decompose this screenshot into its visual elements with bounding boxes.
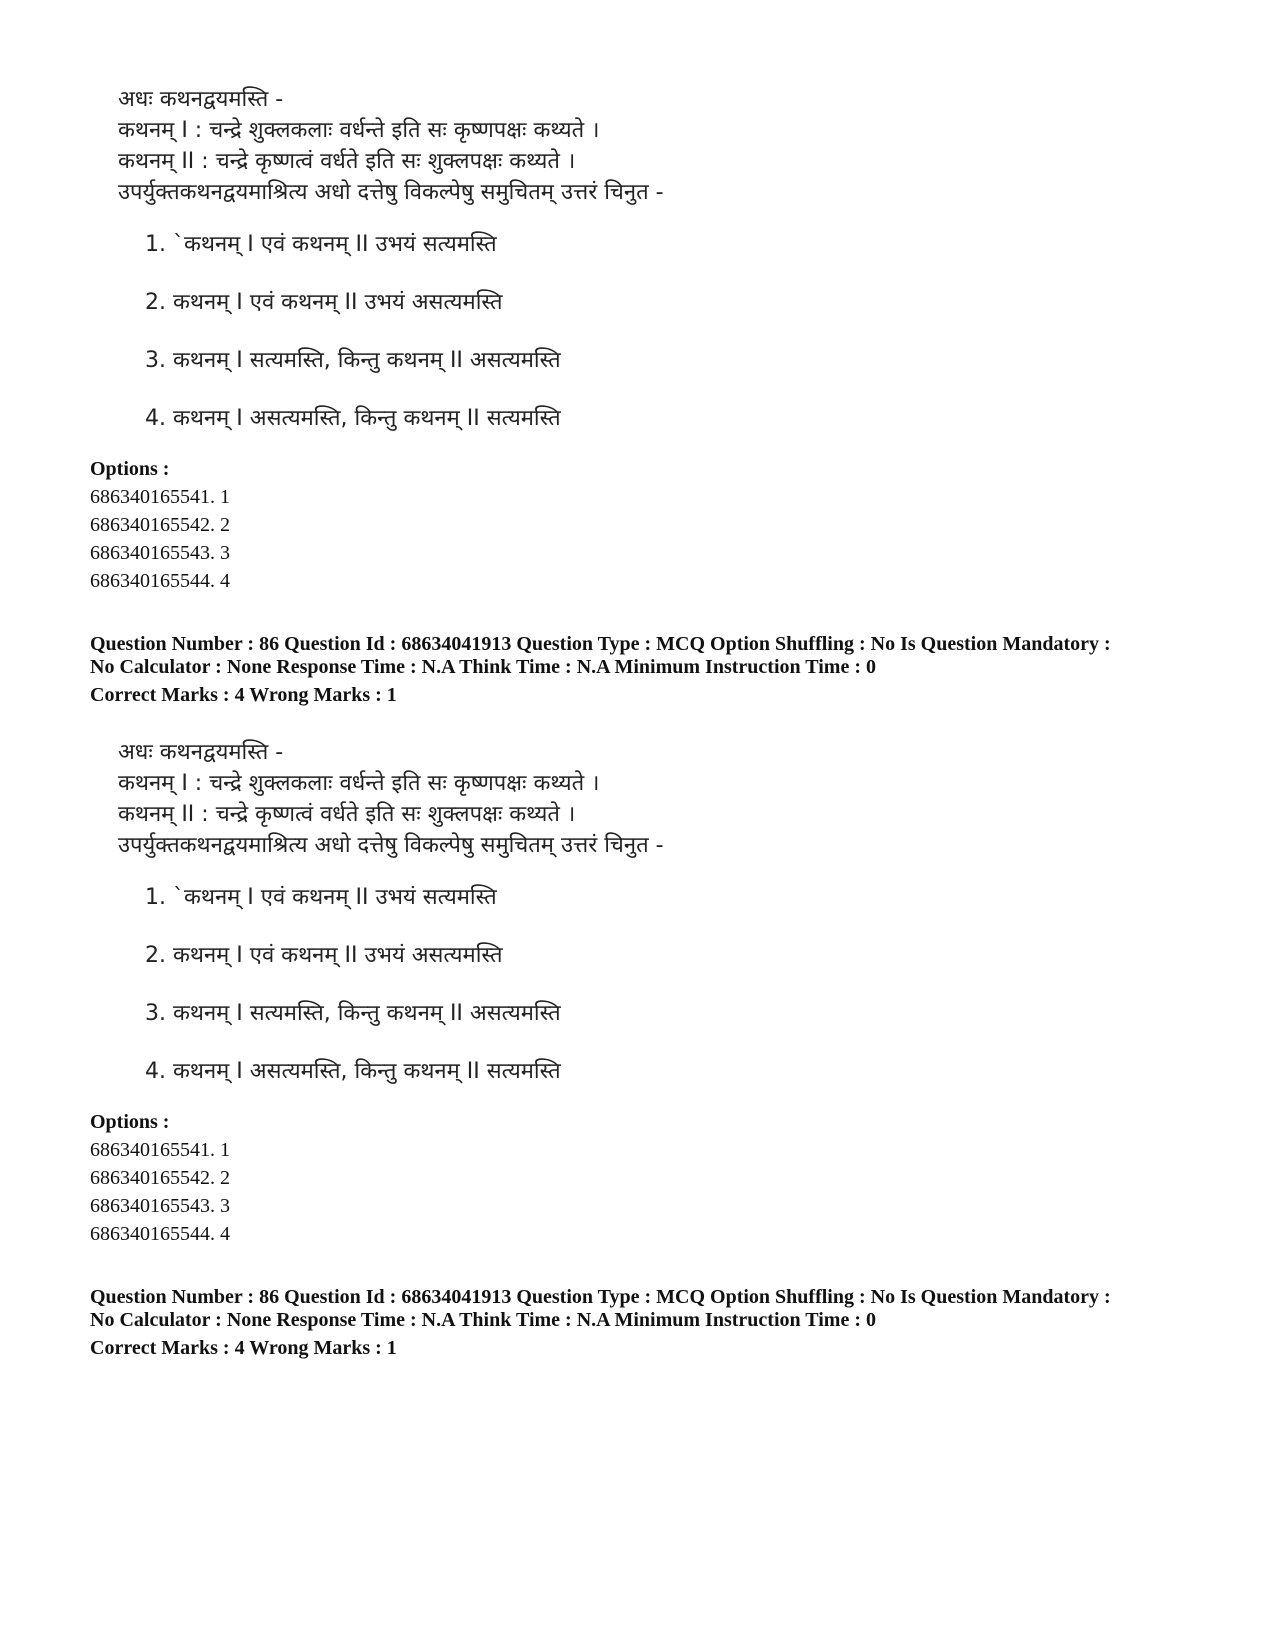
options-list: [90, 1136, 230, 1248]
marks-line: Correct Marks : 4 Wrong Marks : 1: [90, 684, 397, 706]
passage-line: अधः कथनद्वयमस्ति -: [118, 87, 284, 112]
option-item: 686340165544. 4: [90, 570, 230, 592]
option-item: 686340165542. 2: [90, 514, 230, 536]
option-item: 686340165543. 3: [90, 1195, 230, 1217]
choice-item: 1. `कथनम् I एवं कथनम् II उभयं सत्यमस्ति: [145, 232, 497, 257]
choice-item: 1. `कथनम् I एवं कथनम् II उभयं सत्यमस्ति: [145, 885, 497, 910]
meta-line-2: No Calculator : None Response Time : N.A Think Time : N.A Minimum Instruction Time : 0: [90, 656, 876, 678]
passage-line: अधः कथनद्वयमस्ति -: [118, 740, 284, 765]
options-heading: Options :: [90, 458, 170, 480]
options-list: [90, 483, 230, 595]
choice-item: 3. कथनम् I सत्यमस्ति, किन्तु कथनम् II असत्यमस्ति: [145, 1001, 561, 1026]
passage-line: उपर्युक्तकथनद्वयमाश्रित्य अधो दत्तेषु विकल्पेषु समुचितम् उत्तरं चिनुत -: [118, 180, 664, 205]
question-passage: [118, 737, 664, 861]
passage-line: कथनम् I : चन्द्रे शुक्लकलाः वर्धन्ते इति सः कृष्णपक्षः कथ्यते ।: [118, 118, 600, 143]
marks-line: Correct Marks : 4 Wrong Marks : 1: [90, 1337, 397, 1359]
options-heading: Options :: [90, 1111, 170, 1133]
question-passage: [118, 84, 664, 208]
passage-line: कथनम् II : चन्द्रे कृष्णत्वं वर्धते इति सः शुक्लपक्षः कथ्यते ।: [118, 149, 576, 174]
choice-item: 2. कथनम् I एवं कथनम् II उभयं असत्यमस्ति: [145, 943, 503, 968]
option-item: 686340165541. 1: [90, 486, 230, 508]
answer-choices: [145, 883, 561, 1115]
choice-item: 2. कथनम् I एवं कथनम् II उभयं असत्यमस्ति: [145, 290, 503, 315]
option-item: 686340165543. 3: [90, 542, 230, 564]
choice-item: 4. कथनम् I असत्यमस्ति, किन्तु कथनम् II सत्यमस्ति: [145, 1059, 561, 1084]
answer-choices: [145, 230, 561, 462]
passage-line: कथनम् I : चन्द्रे शुक्लकलाः वर्धन्ते इति सः कृष्णपक्षः कथ्यते ।: [118, 771, 600, 796]
question-meta: [90, 633, 1180, 707]
option-item: 686340165544. 4: [90, 1223, 230, 1245]
choice-item: 4. कथनम् I असत्यमस्ति, किन्तु कथनम् II सत्यमस्ति: [145, 406, 561, 431]
question-meta: [90, 1286, 1180, 1360]
meta-line-2: No Calculator : None Response Time : N.A Think Time : N.A Minimum Instruction Time : 0: [90, 1309, 876, 1331]
passage-line: कथनम् II : चन्द्रे कृष्णत्वं वर्धते इति सः शुक्लपक्षः कथ्यते ।: [118, 802, 576, 827]
choice-item: 3. कथनम् I सत्यमस्ति, किन्तु कथनम् II असत्यमस्ति: [145, 348, 561, 373]
passage-line: उपर्युक्तकथनद्वयमाश्रित्य अधो दत्तेषु विकल्पेषु समुचितम् उत्तरं चिनुत -: [118, 833, 664, 858]
option-item: 686340165541. 1: [90, 1139, 230, 1161]
option-item: 686340165542. 2: [90, 1167, 230, 1189]
meta-line-1: Question Number : 86 Question Id : 68634041913 Question Type : MCQ Option Shuffling : No Is Question Mandatory :: [90, 633, 1111, 655]
meta-line-1: Question Number : 86 Question Id : 68634041913 Question Type : MCQ Option Shuffling : No Is Question Mandatory :: [90, 1286, 1111, 1308]
